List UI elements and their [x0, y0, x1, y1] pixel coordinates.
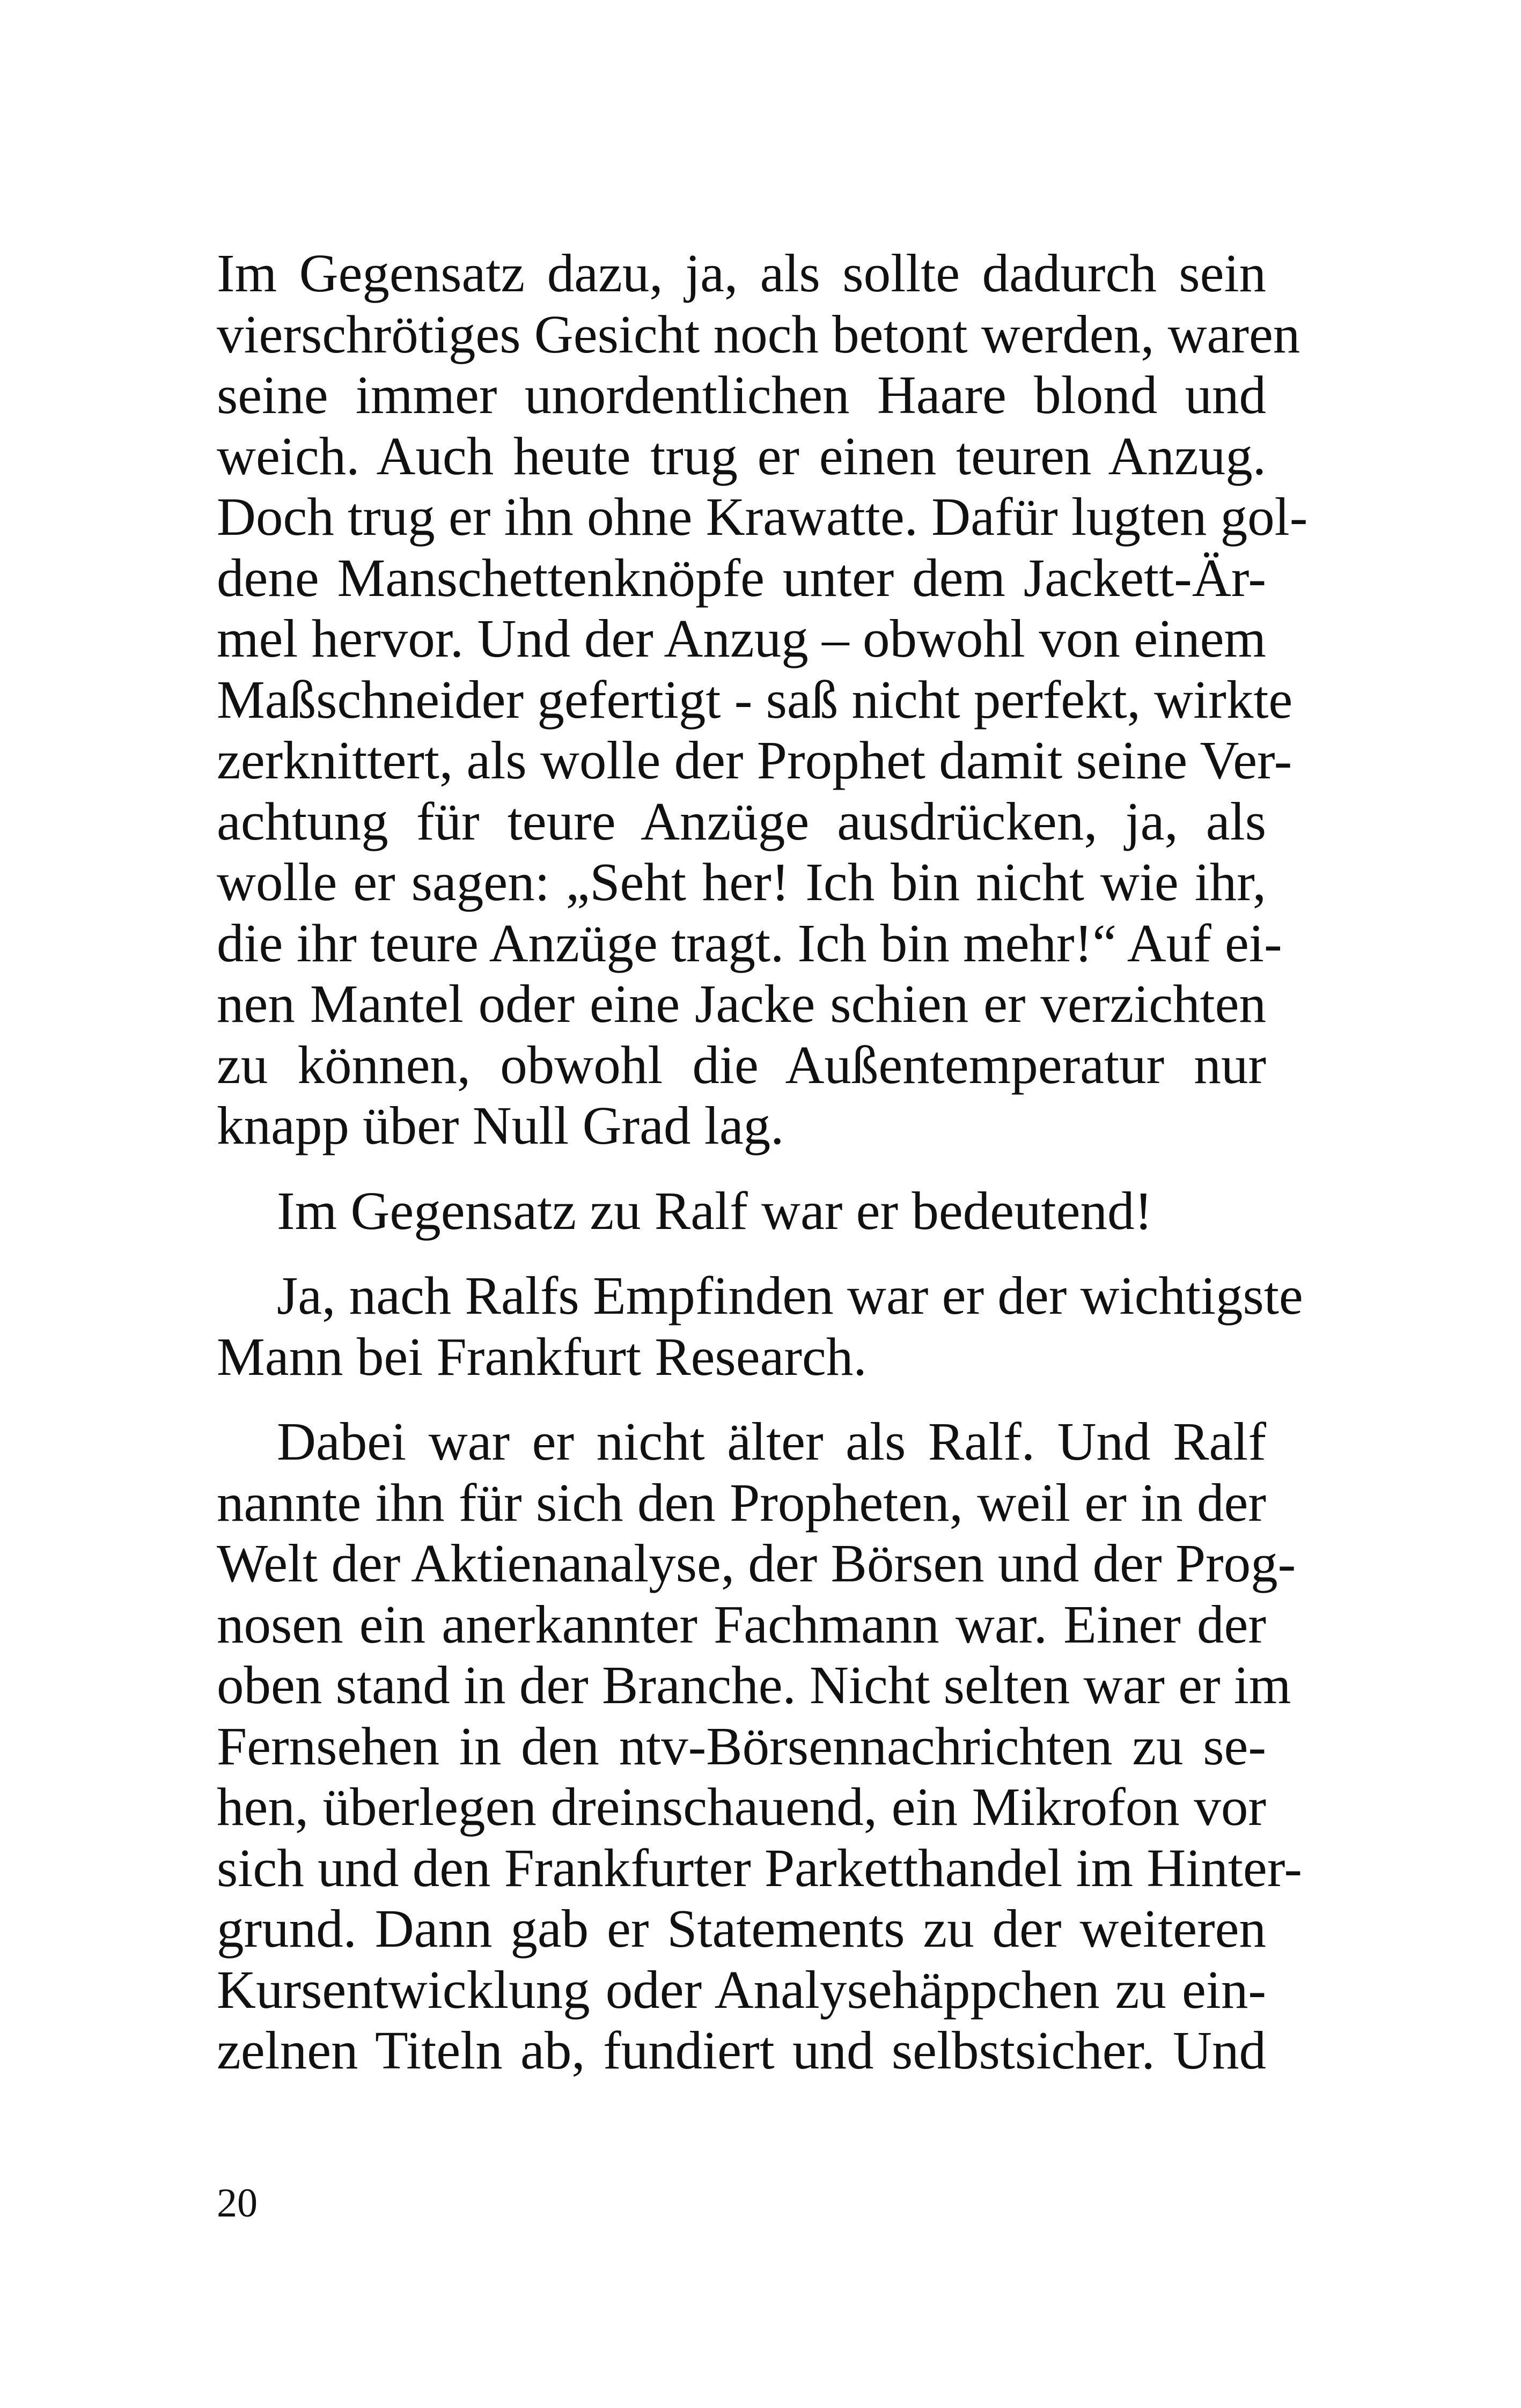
text-line: seine immer unordentlichen Haare blond und — [217, 365, 1266, 425]
body-text — [217, 243, 1308, 2081]
paragraph-3 — [217, 1265, 1303, 1387]
text-line: wolle er sagen: „Seht her! Ich bin nicht wie ihr, — [217, 852, 1266, 912]
text-line: knapp über Null Grad lag. — [217, 1095, 784, 1155]
paragraph-1 — [217, 243, 1308, 1157]
paragraph-4 — [217, 1411, 1303, 2081]
text-line: Welt der Aktienanalyse, der Börsen und der Prog- — [217, 1533, 1296, 1593]
paragraph-gap — [217, 1157, 1266, 1181]
text-line: nen Mantel oder eine Jacke schien er verzichten — [217, 974, 1266, 1034]
text-line: Dabei war er nicht älter als Ralf. Und Ralf — [277, 1411, 1266, 1471]
text-line: vierschrötiges Gesicht noch betont werden, waren — [217, 304, 1300, 364]
text-line: mel hervor. Und der Anzug – obwohl von einem — [217, 608, 1266, 668]
text-line: hen, überlegen dreinschauend, ein Mikrofon vor — [217, 1777, 1266, 1837]
text-line: zu können, obwohl die Außentemperatur nur — [217, 1034, 1266, 1095]
paragraph-gap — [217, 1241, 1266, 1265]
page-number: 20 — [217, 2181, 258, 2226]
text-line: Doch trug er ihn ohne Krawatte. Dafür lugten gol- — [217, 487, 1308, 547]
text-line: achtung für teure Anzüge ausdrücken, ja, als — [217, 791, 1266, 851]
text-line: die ihr teure Anzüge tragt. Ich bin mehr!“ Auf ei- — [217, 912, 1282, 973]
paragraph-gap — [217, 1387, 1266, 1411]
text-line: grund. Dann gab er Statements zu der weiteren — [217, 1898, 1266, 1958]
text-line: sich und den Frankfurter Parketthandel im Hinter- — [217, 1837, 1303, 1898]
text-line: zelnen Titeln ab, fundiert und selbstsicher. Und — [217, 2020, 1266, 2080]
text-line: Im Gegensatz zu Ralf war er bedeutend! — [277, 1180, 1153, 1241]
text-line: Im Gegensatz dazu, ja, als sollte dadurch sein — [217, 243, 1266, 303]
text-line: Maßschneider gefertigt - saß nicht perfekt, wirkte — [217, 669, 1293, 730]
text-line: zerknittert, als wolle der Prophet damit seine Ver- — [217, 730, 1292, 790]
paragraph-2 — [217, 1181, 1266, 1242]
text-line: nosen ein anerkannter Fachmann war. Einer der — [217, 1594, 1266, 1654]
text-line: Kursentwicklung oder Analysehäppchen zu ein- — [217, 1959, 1266, 2020]
text-line: nannte ihn für sich den Propheten, weil er in der — [217, 1472, 1266, 1533]
text-line: weich. Auch heute trug er einen teuren Anzug. — [217, 425, 1266, 486]
text-line: oben stand in der Branche. Nicht selten war er im — [217, 1655, 1291, 1715]
text-line: Fernsehen in den ntv-Börsennachrichten zu se- — [217, 1715, 1266, 1776]
text-line: Mann bei Frankfurt Research. — [217, 1326, 867, 1387]
text-line: Ja, nach Ralfs Empfinden war er der wichtigste — [277, 1265, 1303, 1325]
text-line: dene Manschettenknöpfe unter dem Jackett-Är- — [217, 547, 1266, 608]
